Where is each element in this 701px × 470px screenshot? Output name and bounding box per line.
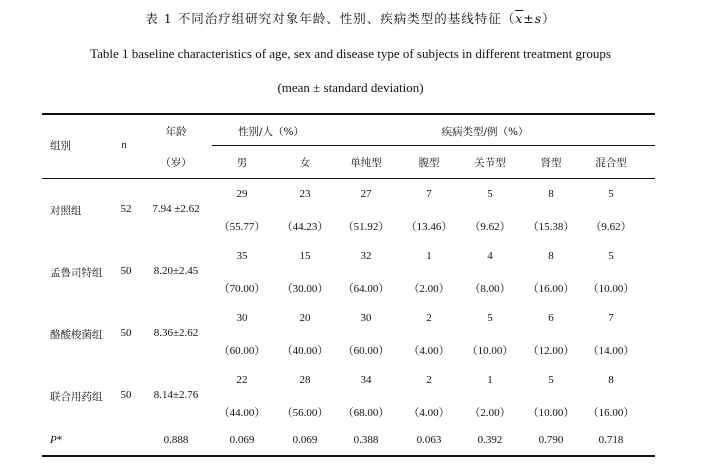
row-age: 8.36±2.62 — [153, 327, 199, 339]
row-count: 7 — [608, 312, 614, 324]
row-count: 22 — [236, 374, 248, 386]
row-count: 20 — [299, 312, 311, 324]
row-pct: （60.00） — [218, 345, 266, 357]
row-pct: （16.00） — [587, 407, 635, 419]
header-age: 年龄 — [165, 126, 187, 138]
p-value: 0.790 — [538, 434, 564, 446]
header-sub-female: 女 — [299, 157, 311, 169]
row-group: 孟鲁司特组 — [50, 267, 103, 279]
row-count: 2 — [426, 374, 432, 386]
row-count: 30 — [236, 312, 248, 324]
row-n: 50 — [120, 389, 132, 401]
row-count: 8 — [608, 374, 614, 386]
row-pct: （30.00） — [281, 283, 329, 295]
header-sub-rule — [212, 145, 655, 146]
row-count: 28 — [299, 374, 311, 386]
row-pct: （8.00） — [469, 283, 511, 295]
row-pct: （10.00） — [527, 407, 575, 419]
bottom-rule — [42, 455, 655, 457]
top-rule — [42, 113, 655, 115]
row-pct: （44.23） — [281, 221, 329, 233]
row-n: 52 — [120, 203, 132, 215]
header-sub-male: 男 — [236, 157, 248, 169]
p-label: P — [50, 434, 57, 446]
header-disease: 疾病类型/例（%） — [441, 126, 529, 138]
row-pct: （70.00） — [218, 283, 266, 295]
header-sub-mixed: 混合型 — [595, 157, 627, 169]
row-pct: （2.00） — [469, 407, 511, 419]
row-group: 酪酸梭菌组 — [50, 329, 103, 341]
p-star: * — [56, 434, 62, 446]
row-pct: （15.38） — [527, 221, 575, 233]
table-subtitle-en: (mean ± standard deviation) — [277, 80, 424, 95]
row-pct: （4.00） — [408, 345, 450, 357]
row-count: 5 — [487, 312, 493, 324]
row-count: 34 — [360, 374, 372, 386]
row-count: 5 — [548, 374, 554, 386]
header-sub-joint: 关节型 — [474, 157, 506, 169]
row-pct: （51.92） — [342, 221, 390, 233]
row-pct: （68.00） — [342, 407, 390, 419]
row-pct: （2.00） — [408, 283, 450, 295]
p-value: 0.392 — [477, 434, 503, 446]
row-count: 1 — [426, 250, 432, 262]
p-value: 0.069 — [292, 434, 318, 446]
row-count: 8 — [548, 250, 554, 262]
row-pct: （13.46） — [405, 221, 453, 233]
row-pct: （44.00） — [218, 407, 266, 419]
table-title-en: Table 1 baseline characteristics of age, sex and disease type of subjects in different treatment groups — [90, 46, 611, 61]
row-count: 2 — [426, 312, 432, 324]
row-n: 50 — [120, 327, 132, 339]
row-count: 27 — [360, 188, 372, 200]
row-age: 8.14±2.76 — [153, 389, 199, 401]
row-count: 5 — [608, 188, 614, 200]
row-age: 7.94 ±2.62 — [152, 203, 200, 215]
header-n: n — [121, 139, 127, 151]
header-rule — [42, 178, 655, 179]
header-sub-renal: 肾型 — [540, 157, 562, 169]
row-count: 29 — [236, 188, 248, 200]
row-count: 8 — [548, 188, 554, 200]
row-count: 32 — [360, 250, 372, 262]
row-pct: （60.00） — [342, 345, 390, 357]
row-pct: （4.00） — [408, 407, 450, 419]
p-value-age: 0.888 — [163, 434, 189, 446]
header-age-unit: （岁） — [160, 157, 192, 169]
row-pct: （9.62） — [590, 221, 632, 233]
row-count: 15 — [299, 250, 311, 262]
row-pct: （10.00） — [466, 345, 514, 357]
row-count: 6 — [548, 312, 554, 324]
row-count: 7 — [426, 188, 432, 200]
p-value: 0.063 — [416, 434, 442, 446]
row-count: 23 — [299, 188, 311, 200]
p-value: 0.388 — [353, 434, 379, 446]
row-count: 5 — [608, 250, 614, 262]
p-value: 0.718 — [598, 434, 624, 446]
header-sub-simple: 单纯型 — [350, 157, 382, 169]
row-count: 4 — [487, 250, 493, 262]
header-group: 组别 — [50, 140, 71, 152]
row-group: 联合用药组 — [50, 391, 103, 403]
p-row-label — [50, 434, 62, 446]
row-n: 50 — [120, 265, 132, 277]
row-count: 35 — [236, 250, 248, 262]
row-pct: （14.00） — [587, 345, 635, 357]
row-count: 30 — [360, 312, 372, 324]
row-pct: （9.62） — [469, 221, 511, 233]
row-pct: （10.00） — [587, 283, 635, 295]
p-value: 0.069 — [229, 434, 255, 446]
table-title-cn: 表 1 不同治疗组研究对象年龄、性别、疾病类型的基线特征$(\overline{x}\pm s)$ — [145, 11, 556, 26]
row-pct: （12.00） — [527, 345, 575, 357]
row-pct: （55.77） — [218, 221, 266, 233]
row-pct: （16.00） — [527, 283, 575, 295]
row-pct: （64.00） — [342, 283, 390, 295]
row-count: 5 — [487, 188, 493, 200]
header-sub-abdominal: 腹型 — [418, 157, 440, 169]
row-pct: （40.00） — [281, 345, 329, 357]
row-pct: （56.00） — [281, 407, 329, 419]
row-age: 8.20±2.45 — [153, 265, 199, 277]
header-sex: 性别/人（%） — [237, 126, 305, 138]
row-count: 1 — [487, 374, 493, 386]
row-group: 对照组 — [50, 205, 82, 217]
